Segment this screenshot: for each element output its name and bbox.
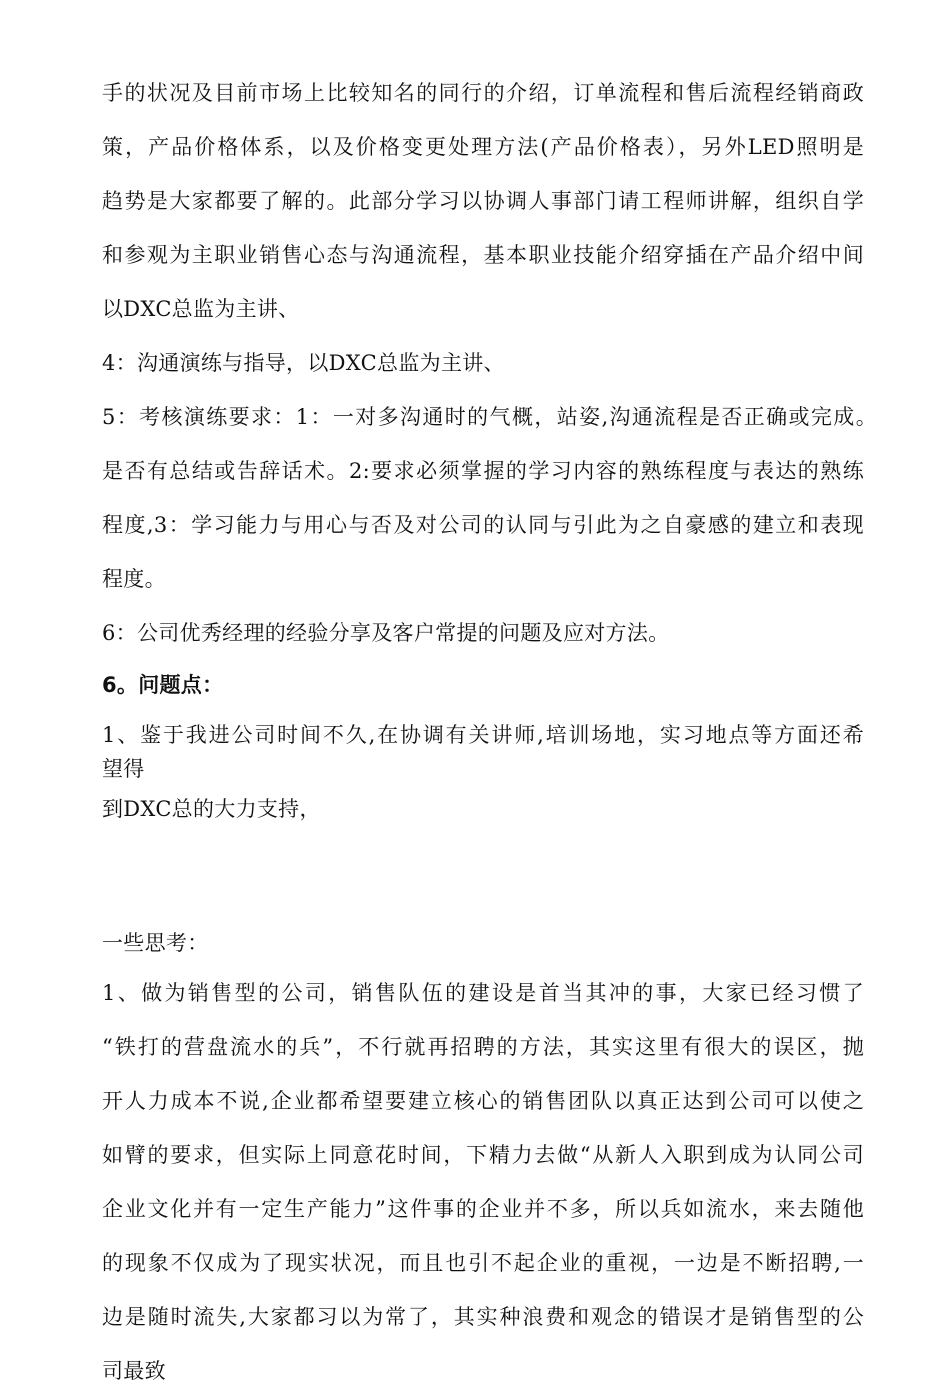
thought-1-line-7: 边是随时流失,大家都习以为常了，其实种浪费和观念的错误才是销售型的公 [102,1305,864,1329]
item-5-line-4: 程度。 [102,567,166,591]
paragraph-1-line-4: 和参观为主职业销售心态与沟通流程，基本职业技能介绍穿插在产品介绍中间 [102,243,864,267]
paragraph-1-line-3: 趋势是大家都要了解的。此部分学习以协调人事部门请工程师讲解，组织自学 [102,189,864,213]
item-5-line-2: 是否有总结或告辞话术。2:要求必须掌握的学习内容的熟练程度与表达的熟练 [102,459,864,483]
item-5-line-3: 程度,3：学习能力与用心与否及对公司的认同与引此为之自豪感的建立和表现 [102,513,864,537]
problem-1-line-1: 1、鉴于我进公司时间不久,在协调有关讲师,培训场地，实习地点等方面还希 [102,723,864,747]
paragraph-1-line-5: 以DXC总监为主讲、 [102,297,300,321]
item-5-line-1: 5：考核演练要求：1：一对多沟通时的气概，站姿,沟通流程是否正确或完成。 [102,405,877,429]
problem-1-line-3: 到DXC总的大力支持， [102,797,321,821]
paragraph-1-line-1: 手的状况及目前市场上比较知名的同行的介绍，订单流程和售后流程经销商政 [102,81,864,105]
thought-1-line-5: 企业文化并有一定生产能力”这件事的企业并不多，所以兵如流水，来去随他 [102,1197,864,1221]
thought-1-line-3: 开人力成本不说,企业都希望要建立核心的销售团队以真正达到公司可以使之 [102,1089,864,1113]
paragraph-1-line-2: 策，产品价格体系，以及价格变更处理方法(产品价格表），另外LED照明是 [102,135,864,159]
thought-1-line-1: 1、做为销售型的公司，销售队伍的建设是首当其冲的事，大家已经习惯了 [102,981,864,1005]
item-6: 6：公司优秀经理的经验分享及客户常提的问题及应对方法。 [102,621,670,645]
section-heading: 6。问题点： [102,673,224,697]
thoughts-heading: 一些思考： [102,931,209,955]
problem-1-line-2: 望得 [102,757,145,781]
thought-1-line-8: 司最致 [102,1359,166,1383]
thought-1-line-2: “铁打的营盘流水的兵”，不行就再招聘的方法，其实这里有很大的误区，抛 [102,1035,864,1059]
thought-1-line-4: 如臂的要求，但实际上同意花时间，下精力去做“从新人入职到成为认同公司 [102,1143,864,1167]
item-4: 4：沟通演练与指导，以DXC总监为主讲、 [102,351,505,375]
thought-1-line-6: 的现象不仅成为了现实状况，而且也引不起企业的重视，一边是不断招聘,一 [102,1251,864,1275]
